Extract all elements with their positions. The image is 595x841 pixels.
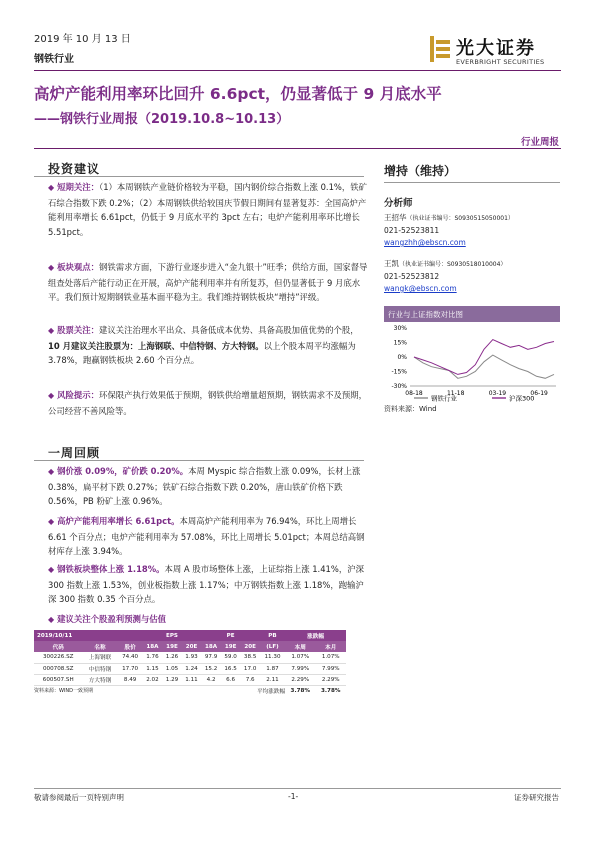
diamond-bullet-icon: ◆ — [48, 615, 55, 624]
table-subheader-cell: 代码 — [34, 641, 82, 652]
table-cell: 1.87 — [260, 663, 285, 674]
table-subheader-row — [34, 641, 346, 652]
table-cell: 中信特钢 — [82, 663, 117, 674]
item-label: 高炉产能利用率增长 6.61pct。 — [57, 516, 180, 526]
table-cell: 38.5 — [240, 652, 260, 663]
analyst-name: 王招华 — [384, 213, 407, 222]
item-text: 本周高炉产能利用率为 76.94%，环比上周增长 6.61 个百分点；电炉产能利用率为 57.08%，环比上周增长 5.01pct；本周总结高钢材库存上涨 3.94%。 — [48, 516, 365, 556]
invest-item-stocks — [48, 323, 368, 368]
footer-page: -1- — [288, 792, 299, 801]
table-subheader-cell: 19E — [221, 641, 241, 652]
diamond-bullet-icon: ◆ — [48, 467, 55, 476]
item-tail: 以上个股本周平均涨幅为 3.78%，跑赢钢铁板块 2.60 个百分点。 — [48, 340, 356, 365]
invest-divider — [34, 176, 364, 177]
invest-heading: 投资建议 — [48, 162, 101, 176]
table-header-cell — [118, 630, 143, 641]
chart-source: 资料来源：Wind — [384, 405, 437, 413]
y-tick-label: 0% — [397, 354, 407, 361]
table-header-cell: 涨跌幅 — [285, 630, 346, 641]
table-cell: 97.9 — [201, 652, 221, 663]
analyst-cert: （执业证书编号：S0930518010004） — [399, 261, 507, 268]
table-cell: 59.0 — [221, 652, 241, 663]
table-cell: 74.40 — [118, 652, 143, 663]
table-cell: 16.5 — [221, 663, 241, 674]
table-cell: 8.49 — [118, 674, 143, 685]
table-cell: 1.07% — [315, 652, 346, 663]
table-cell: 7.99% — [315, 663, 346, 674]
week-item-capacity — [48, 514, 368, 559]
y-tick-label: -30% — [391, 383, 407, 390]
item-label: 风险提示： — [57, 390, 100, 400]
table-subheader-cell: 本月 — [315, 641, 346, 652]
table-cell: 1.93 — [182, 652, 202, 663]
diamond-bullet-icon: ◆ — [48, 183, 55, 192]
item-text: 本周 Myspic 综合指数上涨 0.09%，长材上涨 0.38%，扁平材下跌 0.27%；铁矿石综合指数下跌 0.20%，唐山铁矿价格下跌 0.56%，PB 粉矿上涨 0.96%。 — [48, 466, 361, 506]
table-cell: 1.11 — [182, 674, 202, 685]
table-cell: 11.30 — [260, 652, 285, 663]
table-cell: 17.0 — [240, 663, 260, 674]
item-text: 本周 A 股市场整体上涨，上证综指上涨 1.41%，沪深 300 指数上涨 1.53%，创业板指数上涨 1.17%；中万钢铁指数上涨 1.18%，跑输沪深 300 指数 0.35 个百分点。 — [48, 564, 364, 604]
y-tick-label: -15% — [391, 368, 407, 376]
table-cell: 方大特钢 — [82, 674, 117, 685]
table-subheader-cell: 20E — [240, 641, 260, 652]
analyst-email[interactable]: wangzhh@ebscn.com — [384, 238, 466, 247]
invest-item-risk — [48, 388, 368, 418]
diamond-bullet-icon: ◆ — [48, 326, 55, 335]
series-line — [414, 355, 554, 378]
y-tick-label: 30% — [393, 325, 407, 332]
table-cell: 1.15 — [143, 663, 163, 674]
table-cell: 1.26 — [162, 652, 182, 663]
avg-month: 3.78% — [321, 687, 341, 694]
table-cell: 1.07% — [285, 652, 315, 663]
title-divider — [34, 148, 561, 149]
table-source: 资料来源：WIND一致预期 — [34, 688, 94, 695]
item-text: 建议关注治理水平出众、具备低成本优势、具备高股加值优势的个股， — [99, 325, 359, 335]
week-divider — [34, 460, 364, 461]
valuation-table — [34, 630, 346, 696]
diamond-bullet-icon: ◆ — [48, 517, 55, 526]
report-title: 高炉产能利用率环比回升 6.6pct，仍显著低于 9 月底水平 — [34, 85, 442, 103]
table-cell: 4.2 — [201, 674, 221, 685]
footer-right: 证券研究报告 — [514, 793, 559, 802]
analyst-card — [384, 212, 564, 249]
diamond-bullet-icon: ◆ — [48, 263, 55, 272]
chart-title: 行业与上证指数对比图 — [384, 306, 560, 322]
series-line — [414, 340, 554, 375]
footer-left: 敬请参阅最后一页特别声明 — [34, 793, 124, 802]
table-cell: 上海钢联 — [82, 652, 117, 663]
table-subheader-cell: 18A — [143, 641, 163, 652]
analyst-name: 王凯 — [384, 259, 399, 268]
avg-week: 3.78% — [290, 687, 310, 694]
table-subheader-cell: 本周 — [285, 641, 315, 652]
legend-label: 钢铁行业 — [431, 394, 457, 402]
table-subheader-cell: (LF) — [260, 641, 285, 652]
rating-divider — [384, 182, 560, 183]
item-text: 钢铁需求方面，下游行业逐步进入“金九银十”旺季；供给方面，国家督导组查处落后产能行动正在开展，高炉产能利用率并有所复苏，但仍显著低于 9 月底水平。我们预计短期钢铁业基本面平稳为主。我们维持钢铁板块“增持”评级。 — [48, 262, 368, 302]
table-subheader-cell: 20E — [182, 641, 202, 652]
item-label: 钢价涨 0.09%，矿价跌 0.20%。 — [57, 466, 189, 476]
table-subheader-cell: 名称 — [82, 641, 117, 652]
x-tick-label: 03-19 — [488, 390, 507, 397]
diamond-bullet-icon: ◆ — [48, 391, 55, 400]
week-heading: 一周回顾 — [48, 446, 101, 460]
table-cell: 1.05 — [162, 663, 182, 674]
table-cell: 7.99% — [285, 663, 315, 674]
analyst-phone: 021-52523812 — [384, 272, 440, 281]
report-type: 行业周报 — [520, 137, 559, 148]
table-cell: 1.29 — [162, 674, 182, 685]
x-tick-label: 08-18 — [405, 390, 423, 397]
avg-label: 平均涨跌幅 — [257, 688, 286, 695]
analyst-cert: （执业证书编号：S0930515050001） — [406, 215, 514, 222]
analyst-heading: 分析师 — [384, 198, 413, 209]
table-cell: 000708.SZ — [34, 663, 82, 674]
table-header-cell: 2019/10/11 — [34, 630, 118, 641]
table-cell: 6.6 — [221, 674, 241, 685]
item-bold: 10 月建议关注股票为：上海钢联、中信特钢、方大特钢。 — [48, 340, 264, 351]
table-header-cell: EPS — [143, 630, 202, 641]
invest-item-short-term — [48, 180, 368, 239]
table-cell: 2.29% — [285, 674, 315, 685]
item-label: 钢铁板块整体上涨 1.18%。 — [57, 564, 165, 574]
industry-category: 钢铁行业 — [34, 54, 74, 65]
item-label: 短期关注： — [57, 182, 100, 192]
week-item-table-heading — [48, 612, 368, 628]
footer-divider — [34, 788, 561, 789]
x-tick-label: 06-19 — [530, 390, 548, 397]
table-cell: 600507.SH — [34, 674, 82, 685]
comparison-chart — [384, 322, 560, 402]
rating: 增持（维持） — [384, 164, 457, 178]
analyst-phone: 021-52523811 — [384, 226, 440, 235]
table-cell: 15.2 — [201, 663, 221, 674]
table-cell: 2.02 — [143, 674, 163, 685]
table-subheader-cell: 股价 — [118, 641, 143, 652]
table-row — [34, 652, 346, 663]
item-text: 环保限产执行效果低于预期，钢铁供给增量超预期，钢铁需求不及预期，公司经营不善风险等。 — [48, 390, 368, 416]
logo-text-en: EVERBRIGHT SECURITIES — [456, 58, 545, 66]
header-divider — [34, 70, 561, 71]
analyst-email[interactable]: wangk@ebscn.com — [384, 284, 457, 293]
invest-item-view — [48, 260, 368, 305]
table-cell: 1.24 — [182, 663, 202, 674]
y-tick-label: 15% — [393, 339, 407, 347]
table-subheader-cell: 18A — [201, 641, 221, 652]
week-item-price — [48, 464, 368, 509]
table-cell: 2.11 — [260, 674, 285, 685]
item-label: 股票关注： — [57, 325, 100, 335]
table-header-cell: PE — [201, 630, 260, 641]
table-row — [34, 663, 346, 674]
table-cell: 2.29% — [315, 674, 346, 685]
table-subheader-cell: 19E — [162, 641, 182, 652]
table-cell: 300226.SZ — [34, 652, 82, 663]
analyst-card — [384, 258, 564, 295]
table-cell: 7.6 — [240, 674, 260, 685]
table-cell: 1.76 — [143, 652, 163, 663]
item-text: （1）本周钢铁产业链价格较为平稳，国内钢价综合指数上涨 0.1%，铁矿石综合指数下跌 0.2%；（2）本周钢铁供给较国庆节假日期间有显著复苏：全国高炉产能利用率增长 6.61pct，仍低于 9 月底水平约 3pct 左右；电炉产能利用率环比增长 5.51pct。 — [48, 182, 367, 237]
table-header-cell: PB — [260, 630, 285, 641]
report-subtitle: ——钢铁行业周报（2019.10.8~10.13） — [34, 112, 290, 127]
table-row — [34, 674, 346, 685]
logo-mark-icon — [428, 34, 452, 64]
week-item-market — [48, 562, 368, 607]
table-cell: 17.70 — [118, 663, 143, 674]
legend-label: 沪深300 — [509, 394, 535, 402]
table-header-row — [34, 630, 346, 641]
table-avg-row — [34, 685, 346, 696]
report-date: 2019 年 10 月 13 日 — [34, 34, 131, 45]
x-tick-label: 11-18 — [446, 390, 465, 397]
diamond-bullet-icon: ◆ — [48, 565, 55, 574]
company-logo — [428, 34, 558, 68]
logo-text-cn: 光大证券 — [456, 38, 536, 59]
item-label: 建议关注个股盈利预测与估值 — [57, 614, 167, 624]
item-label: 板块观点： — [57, 262, 100, 272]
